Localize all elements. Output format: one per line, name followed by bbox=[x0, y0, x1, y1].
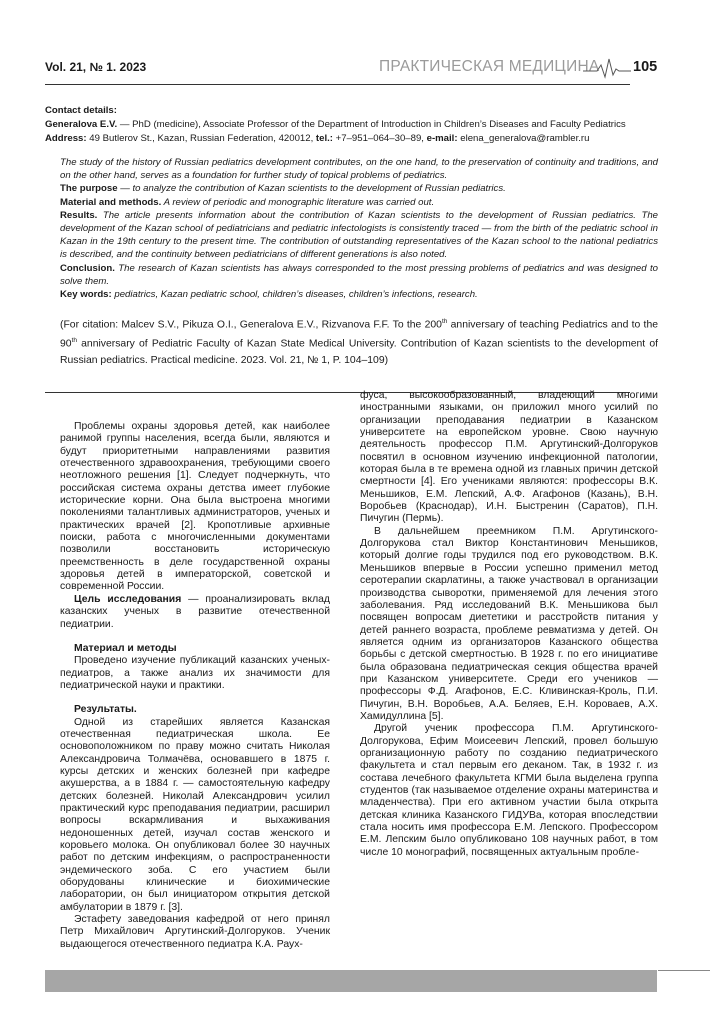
pulse-line-icon bbox=[583, 56, 631, 80]
footer-bar bbox=[45, 970, 657, 992]
contact-details bbox=[45, 104, 645, 146]
abstract-purpose: — to analyze the contribution of Kazan scientists to the development of Russian pediatrics. bbox=[117, 183, 506, 195]
abstract-conclusion: The research of Kazan scientists has always corresponded to the most pressing problems of pediatrics and was designed to solve them. bbox=[60, 262, 658, 287]
citation-superscript: th bbox=[71, 337, 77, 345]
intro-paragraph: Проблемы охраны здоровья детей, как наиболее ранимой группы населения, всегда были, являются и будут приоритетными направлениями развития отечественного здравоохранения, требующими своего неотложного решения [1]. Следует подчеркнуть, что российская система охраны детства имеет глубокие исторические корни. Она была выстроена многими поколениями талантливых администраторов, ученых и практических врачей [2]. Кропотливые архивные поиски, работа с многочисленными документами позволили восстановить историческую преемственность в деле государственной охраны здоровья детей в императорской, советской и современной России. bbox=[60, 421, 330, 593]
journal-title: ПРАКТИЧЕСКАЯ МЕДИЦИНА bbox=[379, 58, 600, 75]
footer-rule bbox=[658, 970, 710, 971]
abstract bbox=[60, 156, 658, 301]
body-paragraph: В дальнейшем преемником П.М. Аргутинского-Долгорукова стал Виктор Константинович Меньшиков, который долгие годы трудился под его руководством. В.К. Меньшиков впервые в России успешно применил метод серотерапии скарлатины, а также участвовал в организации производства сыворотки, применяемой для лечения этого заболевания. Ряд исследований В.К. Меньшикова был посвящен вопросам диететики и расстройств питания у детей раннего возраста, проблеме ревматизма у детей. Он является одним из организаторов Казанского общества борьбы с детской смертностью. В 1928 г. по его инициативе была образована педиатрическая секция общества врачей при Казанском университете. Среди его учеников — профессоры Ф.Д. Агафонов, Е.С. Кливинская-Кроль, П.И. Пичугин, В.Н. Воробьев, А.А. Беляев, Е.Н. Короваев, А.Х. Хамидуллина [5]. bbox=[360, 525, 658, 722]
methods-label: Material and methods. bbox=[60, 196, 162, 208]
body-paragraph: фуса, высокообразованный, владеющий многими иностранными языками, он приложил много усилий по организации преподавания педиатрии в Казанском университете на европейском уровне. Свою научную деятельность профессор П.М. Аргутинский-Долгоруков посвятил в основном изучению инфекционной патологии, которая была в те времена одной из главных причин детской смертности [4]. Его учениками являются: профессоры В.К. Меньшиков, Е.М. Лепский, А.Ф. Агафонов (Казань), В.Н. Воробьев (Краснодар), И.Н. Быстренин (Саратов), П.Н. Пичугин (Пермь). bbox=[360, 390, 658, 525]
results-paragraph: Эстафету заведования кафедрой от него принял Петр Михайлович Аргутинский-Долгоруков. Ученик выдающегося отечественного педиатра К.А. Раух- bbox=[60, 914, 330, 950]
contact-address: 49 Butlerov St., Kazan, Russian Federation, 420012, bbox=[86, 133, 316, 144]
results-paragraph: Одной из старейших является Казанская отечественная педиатрическая школа. Ее основоположником по праву можно считать Николая Александровича Толмачёва, основавшего в 1875 г. курсы детских и женских болезней при кафедре акушерства, а в 1884 г. — самостоятельную кафедру детских болезней. Николай Александрович усилил практический курс преподавания педиатрии, расширил вопросы вскармливания и выхаживания недоношенных детей, изучал состав женского и коровьего молока. Он опубликовал более 30 научных работ по детским инфекциям, о распространенности эндемического зоба. С его участием были оборудованы клинические и биохимические лаборатории, он был инициатором открытия детской амбулатории в 1879 г. [3]. bbox=[60, 716, 330, 913]
methods-heading: Материал и методы bbox=[74, 642, 177, 654]
abstract-keywords: pediatrics, Kazan pediatric school, children’s diseases, children’s infections, research. bbox=[111, 289, 478, 301]
page-number: 105 bbox=[633, 59, 658, 75]
body-column-right bbox=[360, 390, 658, 859]
email-label: e-mail: bbox=[426, 133, 458, 144]
goal-text: — проанализировать вклад казанских ученых в развитие отечественной педиатрии. bbox=[60, 593, 330, 630]
contact-heading: Contact details: bbox=[45, 105, 117, 116]
header-rule bbox=[45, 84, 630, 85]
tel-label: tel.: bbox=[315, 133, 333, 144]
citation-text: anniversary of Pediatric Faculty of Kazan State Medical University. Contribution of Kazan scientists to the development of Russian pediatrics. Practical medicine. 2023. Vol. 21, № 1, P. 104–109) bbox=[60, 338, 658, 366]
methods-paragraph: Проведено изучение публикаций казанских ученых-педиатров, а также анализ их значимости для педиатрической науки и практики. bbox=[60, 655, 330, 691]
citation-superscript: th bbox=[441, 318, 448, 325]
results-heading: Результаты. bbox=[74, 704, 137, 716]
abstract-methods: A review of periodic and monographic literature was carried out. bbox=[161, 196, 435, 208]
body-column-left bbox=[60, 421, 330, 951]
citation-text: (For citation: Malcev S.V., Pikuza O.I., Generalova E.V., Rizvanova F.F. To the 200 bbox=[60, 319, 442, 331]
address-label: Address: bbox=[45, 133, 87, 144]
abstract-results: The article presents information about the contribution of Kazan scientists to the development of Russian pediatrics. The development of the Kazan school of pediatricians and pediatric infectologists is consistently traced — from the birth of the pediatric school in Kazan in the 19th century to the present time. The contribution of outstanding representatives of the Kazan school to the national pediatrics is described, and the continuity between pediatricians of different generations is also noted. bbox=[60, 209, 658, 261]
contact-name: Generalova E.V. bbox=[45, 119, 118, 130]
contact-position: — PhD (medicine), Associate Professor of the Department of Introduction in Children’s Diseases and Faculty Pediatrics bbox=[117, 119, 626, 130]
keywords-label: Key words: bbox=[60, 289, 112, 301]
results-label: Results. bbox=[60, 209, 98, 221]
conclusion-label: Conclusion. bbox=[60, 262, 115, 274]
goal-label: Цель исследования bbox=[74, 593, 182, 605]
abstract-intro: The study of the history of Russian pediatrics development contributes, on the one hand, to the preservation of continuity and traditions, and on the other hand, serves as a foundation for further study of topical problems of pediatrics. bbox=[60, 157, 658, 182]
citation-text: anniversary of teaching Pediatrics and to the 90 bbox=[60, 319, 659, 350]
citation bbox=[60, 314, 658, 368]
contact-tel: +7–951–064–30–89, bbox=[332, 133, 427, 144]
volume-info: Vol. 21, № 1. 2023 bbox=[45, 60, 147, 74]
page-header bbox=[45, 58, 660, 80]
body-paragraph: Другой ученик профессора П.М. Аргутинского-Долгорукова, Ефим Моисеевич Лепский, провел большую организационную работу по созданию педиатрического факультета и стал первым его деканом. Так, в 1932 г. из состава лечебного факультета КГМИ была выделена группа студентов (так называемое отделение охраны материнства и младенчества). При его активном участии была открыта детская клиника Казанского ГИДУВа, которая впоследствии стала носить имя профессора Е.М. Лепского. Профессором Е.М. Лепским было опубликовано 108 научных работ, в том числе 10 монографий, посвященных актуальным пробле- bbox=[360, 723, 658, 858]
contact-email: elena_generalova@rambler.ru bbox=[457, 133, 590, 144]
purpose-label: The purpose bbox=[60, 183, 118, 195]
